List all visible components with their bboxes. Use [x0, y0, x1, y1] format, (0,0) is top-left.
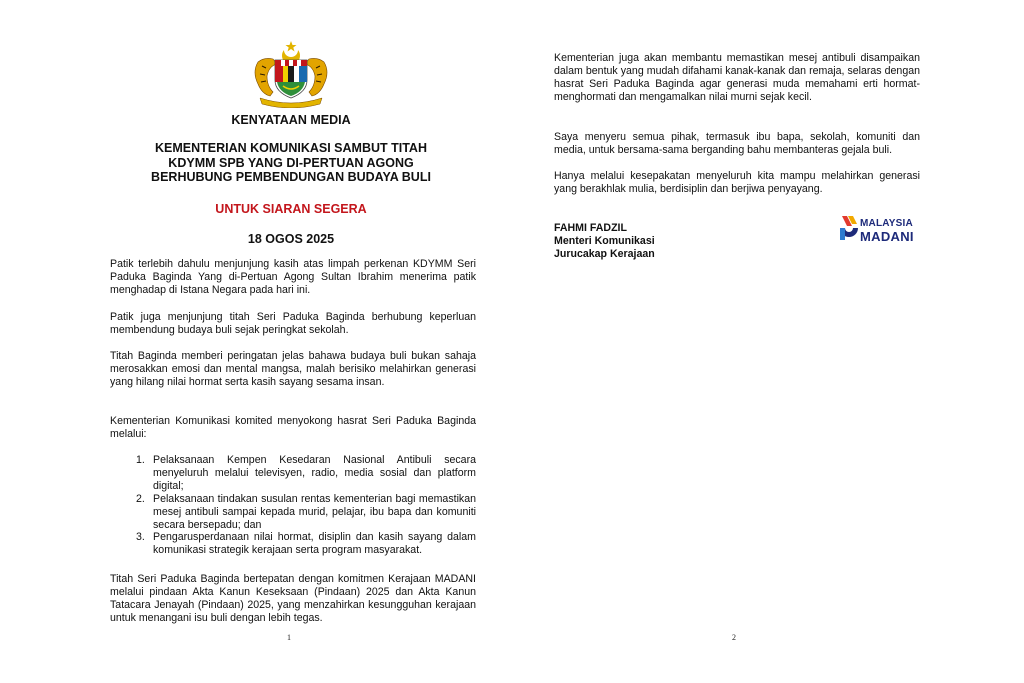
list-item-number: 3. — [136, 531, 145, 544]
body-paragraph: Kementerian juga akan membantu memastikan mesej antibuli disampaikan dalam bentuk yang mudah difahami kanak-kanak dan remaja, selaras dengan hasrat Seri Paduka Baginda agar generasi muda memahami erti hormat-menghormati dan mengamalkan nilai murni sejak kecil. — [554, 52, 920, 103]
body-paragraph: Titah Baginda memberi peringatan jelas bahawa budaya buli bukan sahaja merosakkan emosi dan mental mangsa, malah berisiko melahirkan generasi yang hilang nilai hormat serta kasih sayang sesama insan. — [110, 350, 476, 388]
title-line: KDYMM SPB YANG DI-PERTUAN AGONG — [168, 155, 414, 170]
list-item-number: 2. — [136, 492, 145, 505]
logo-text-top: MALAYSIA — [860, 218, 913, 229]
list-item-text: Pelaksanaan tindakan susulan rentas kementerian bagi memastikan mesej antibuli sampai kepada murid, pelajar, ibu bapa dan komuniti secara bersepadu; dan — [153, 492, 476, 531]
list-item-text: Pengarusperdanaan nilai hormat, disiplin dan kasih sayang dalam komunikasi strategik kerajaan serta program masyarakat. — [153, 531, 476, 557]
body-paragraph: Hanya melalui kesepakatan menyeluruh kita mampu melahirkan generasi yang berakhlak mulia, berdisiplin dan berjiwa penyayang. — [554, 170, 920, 195]
body-paragraph: Kementerian Komunikasi komited menyokong hasrat Seri Paduka Baginda melalui: — [110, 415, 476, 440]
signatory-name: FAHMI FADZIL — [554, 222, 627, 234]
press-release-title — [100, 141, 482, 185]
title-line: BERHUBUNG PEMBENDUNGAN BUDAYA BULI — [151, 170, 431, 184]
initiatives-list — [136, 454, 476, 557]
signatory-title: Jurucakap Kerajaan — [554, 248, 655, 260]
body-paragraph: Saya menyeru semua pihak, termasuk ibu bapa, sekolah, komuniti dan media, untuk bersama-sama berganding bahu membanteras gejala buli. — [554, 131, 920, 156]
body-paragraph: Titah Seri Paduka Baginda bertepatan dengan komitmen Kerajaan MADANI melalui pindaan Akta Kanun Keseksaan (Pindaan) 2025 dan Akta Kanun Tatacara Jenayah (Pindaan) 2025, yang menzahirkan kesungguhan kerajaan untuk menangani isu buli dengan lebih tegas. — [110, 573, 476, 624]
page-number: 1 — [287, 633, 291, 642]
malaysia-coat-of-arms-icon — [250, 40, 332, 108]
body-paragraph: Patik juga menjunjung titah Seri Paduka Baginda berhubung keperluan membendung budaya buli sejak peringkat sekolah. — [110, 311, 476, 336]
list-item — [136, 493, 476, 532]
release-status: UNTUK SIARAN SEGERA — [215, 202, 367, 216]
malaysia-madani-logo-icon — [838, 214, 860, 244]
body-paragraph: Patik terlebih dahulu menjunjung kasih atas limpah perkenan KDYMM Seri Paduka Baginda Yang di-Pertuan Agong Sultan Ibrahim menerima patik menghadap di Istana Negara pada hari ini. — [110, 258, 476, 296]
list-item — [136, 531, 476, 557]
release-date: 18 OGOS 2025 — [247, 232, 335, 246]
list-item-text: Pelaksanaan Kempen Kesedaran Nasional Antibuli secara menyeluruh melalui televisyen, radio, media sosial dan platform digital; — [153, 454, 476, 492]
list-item — [136, 454, 476, 493]
malaysia-madani-logo — [838, 212, 918, 246]
list-item-number: 1. — [136, 454, 145, 466]
page-number: 2 — [732, 633, 736, 642]
document-heading: KENYATAAN MEDIA — [231, 113, 351, 127]
logo-text-bottom: MADANI — [860, 229, 914, 244]
title-line: KEMENTERIAN KOMUNIKASI SAMBUT TITAH — [155, 141, 427, 155]
signatory-title: Menteri Komunikasi — [554, 235, 655, 247]
